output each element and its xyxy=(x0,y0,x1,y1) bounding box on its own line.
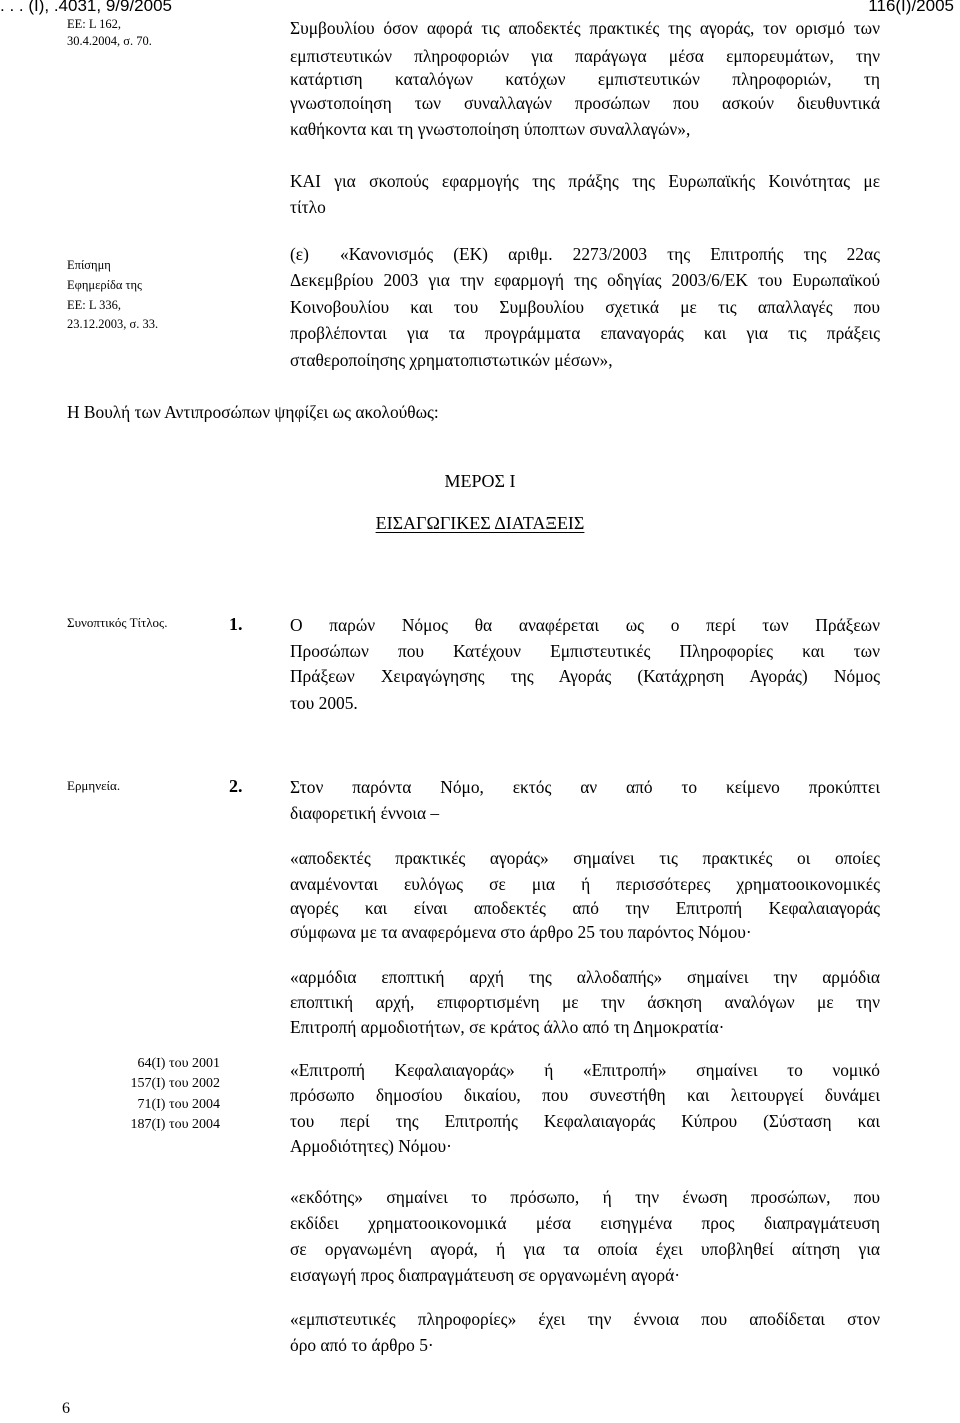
intro-line-2: κατάρτιση καταλόγων κατόχων εμπιστευτικών πληροφοριών, τη xyxy=(290,69,880,89)
intro-line-1: εμπιστευτικών πληροφοριών για παράγωγα μέσα εμπορευμάτων, την xyxy=(290,46,880,66)
definition-5-line-1: «εμπιστευτικές πληροφορίες» έχει την έννοια που αποδίδεται στον xyxy=(290,1309,880,1329)
definition-4-line-4: εισαγωγή προς διαπραγμάτευση σε οργανωμένη αγορά· xyxy=(290,1265,681,1285)
section-2-line-1: Στον παρόντα Νόμο, εκτός αν από το κείμενο προκύπτει xyxy=(290,777,880,797)
section-2-number: 2. xyxy=(229,776,243,796)
item-e-line-3: Κοινοβουλίου και του Συμβουλίου σχετικά με τις απαλλαγές που xyxy=(290,297,880,317)
page-number: 6 xyxy=(62,1400,70,1417)
margin-law-1: 64(Ι) του 2001 xyxy=(137,1056,220,1071)
definition-4-line-3: σε οργανωμένη αγορά, ή για τα οποία έχει υποβληθεί αίτηση για xyxy=(290,1239,880,1259)
section-1-number: 1. xyxy=(229,614,243,634)
margin-ref-1b: 30.4.2004, σ. 70. xyxy=(67,34,152,48)
definition-1-line-4: σύμφωνα με τα αναφερόμενα στο άρθρο 25 του παρόντος Νόμου· xyxy=(290,922,752,942)
definition-2-line-3: Επιτροπή αρμοδιοτήτων, σε κράτος άλλο από τη Δημοκρατία· xyxy=(290,1017,725,1037)
item-e-line-1: «Κανονισμός (ΕΚ) αριθμ. 2273/2003 της Επιτροπής της 22ας xyxy=(340,244,880,264)
header-right: 116(Ι)/2005 xyxy=(868,0,954,15)
section-1-margin-label: Συνοπτικός Τίτλος. xyxy=(67,615,168,630)
definition-1-line-3: αγορές και είναι αποδεκτές από την Επιτροπή Κεφαλαιαγοράς xyxy=(290,898,880,918)
vote-statement: Η Βουλή των Αντιπροσώπων ψηφίζει ως ακολούθως: xyxy=(67,402,439,422)
item-e-line-5: σταθεροποίησης χρηματοπιστωτικών μέσων», xyxy=(290,350,613,370)
definition-3-line-2: πρόσωπο δημοσίου δικαίου, που συνεστήθη και λειτουργεί δυνάμει xyxy=(290,1085,880,1105)
section-1-line-4: του 2005. xyxy=(290,693,358,713)
margin-law-4: 187(Ι) του 2004 xyxy=(130,1117,220,1132)
intro-line-4: καθήκοντα και τη γνωστοποίηση ύποπτων συναλλαγών», xyxy=(290,119,691,139)
definition-2-line-2: εποπτική αρχή, επιφορτισμένη με την άσκηση αναλόγων με την xyxy=(290,992,880,1012)
margin-ref-1a: ΕΕ: L 162, xyxy=(67,17,122,31)
kai-line-2: τίτλο xyxy=(290,197,326,217)
part-subtitle: ΕΙΣΑΓΩΓΙΚΕΣ ΔΙΑΤΑΞΕΙΣ xyxy=(375,513,585,533)
margin-ref-2c: ΕΕ: L 336, xyxy=(67,298,122,312)
definition-3-line-3: του περί της Επιτροπής Κεφαλαιαγοράς Κύπρου (Σύσταση και xyxy=(290,1111,880,1131)
section-2-line-2: διαφορετική έννοια – xyxy=(290,803,440,823)
item-e-line-4: προβλέπονται για τα προγράμματα επαναγοράς και για τις πράξεις xyxy=(290,323,880,343)
intro-line-3: γνωστοποίηση των συναλλαγών προσώπων που ασκούν διευθυντικά xyxy=(290,93,880,113)
definition-1-line-1: «αποδεκτές πρακτικές αγοράς» σημαίνει τις πρακτικές οι οποίες xyxy=(290,848,880,868)
definition-3-line-4: Αρμοδιότητες) Νόμου· xyxy=(290,1136,452,1156)
kai-line-1: ΚΑΙ για σκοπούς εφαρμογής της πράξης της Ευρωπαϊκής Κοινότητας με xyxy=(290,171,880,191)
intro-line-0: Συμβουλίου όσον αφορά τις αποδεκτές πρακτικές της αγοράς, τον ορισμό των xyxy=(290,18,880,38)
section-1-line-2: Προσώπων που Κατέχουν Εμπιστευτικές Πληροφορίες και των xyxy=(290,641,880,661)
item-e-line-2: Δεκεμβρίου 2003 για την εφαρμογή της οδηγίας 2003/6/ΕΚ του Ευρωπαϊκού xyxy=(290,270,880,290)
section-2-margin-label: Ερμηνεία. xyxy=(67,778,121,793)
definition-1-line-2: αναμένονται ευλόγως σε μια ή περισσότερες χρηματοοικονομικές xyxy=(290,874,880,894)
section-1-line-3: Πράξεων Χειραγώγησης της Αγοράς (Κατάχρηση Αγοράς) Νόμος xyxy=(290,666,880,686)
definition-5-line-2: όρο από το άρθρο 5· xyxy=(290,1335,434,1355)
part-title: ΜΕΡΟΣ Ι xyxy=(444,471,516,491)
definition-2-line-1: «αρμόδια εποπτική αρχή της αλλοδαπής» σημαίνει την αρμόδια xyxy=(290,967,880,987)
margin-ref-2a: Επίσημη xyxy=(67,258,111,272)
definition-4-line-1: «εκδότης» σημαίνει το πρόσωπο, ή την ένωση προσώπων, που xyxy=(290,1187,880,1207)
definition-4-line-2: εκδίδει χρηματοοικονομικά μέσα εισηγμένα προς διαπραγμάτευση xyxy=(290,1213,880,1233)
margin-ref-2b: Εφημερίδα της xyxy=(67,278,143,292)
margin-law-2: 157(Ι) του 2002 xyxy=(130,1076,220,1091)
header-left: . . . (Ι), .4031, 9/9/2005 xyxy=(0,0,172,15)
margin-ref-2d: 23.12.2003, σ. 33. xyxy=(67,317,159,331)
item-e-marker: (ε) xyxy=(290,244,309,264)
definition-3-line-1: «Επιτροπή Κεφαλαιαγοράς» ή «Επιτροπή» σημαίνει το νομικό xyxy=(290,1060,880,1080)
margin-law-3: 71(Ι) του 2004 xyxy=(137,1097,220,1112)
section-1-line-1: Ο παρών Νόμος θα αναφέρεται ως ο περί των Πράξεων xyxy=(290,615,880,635)
